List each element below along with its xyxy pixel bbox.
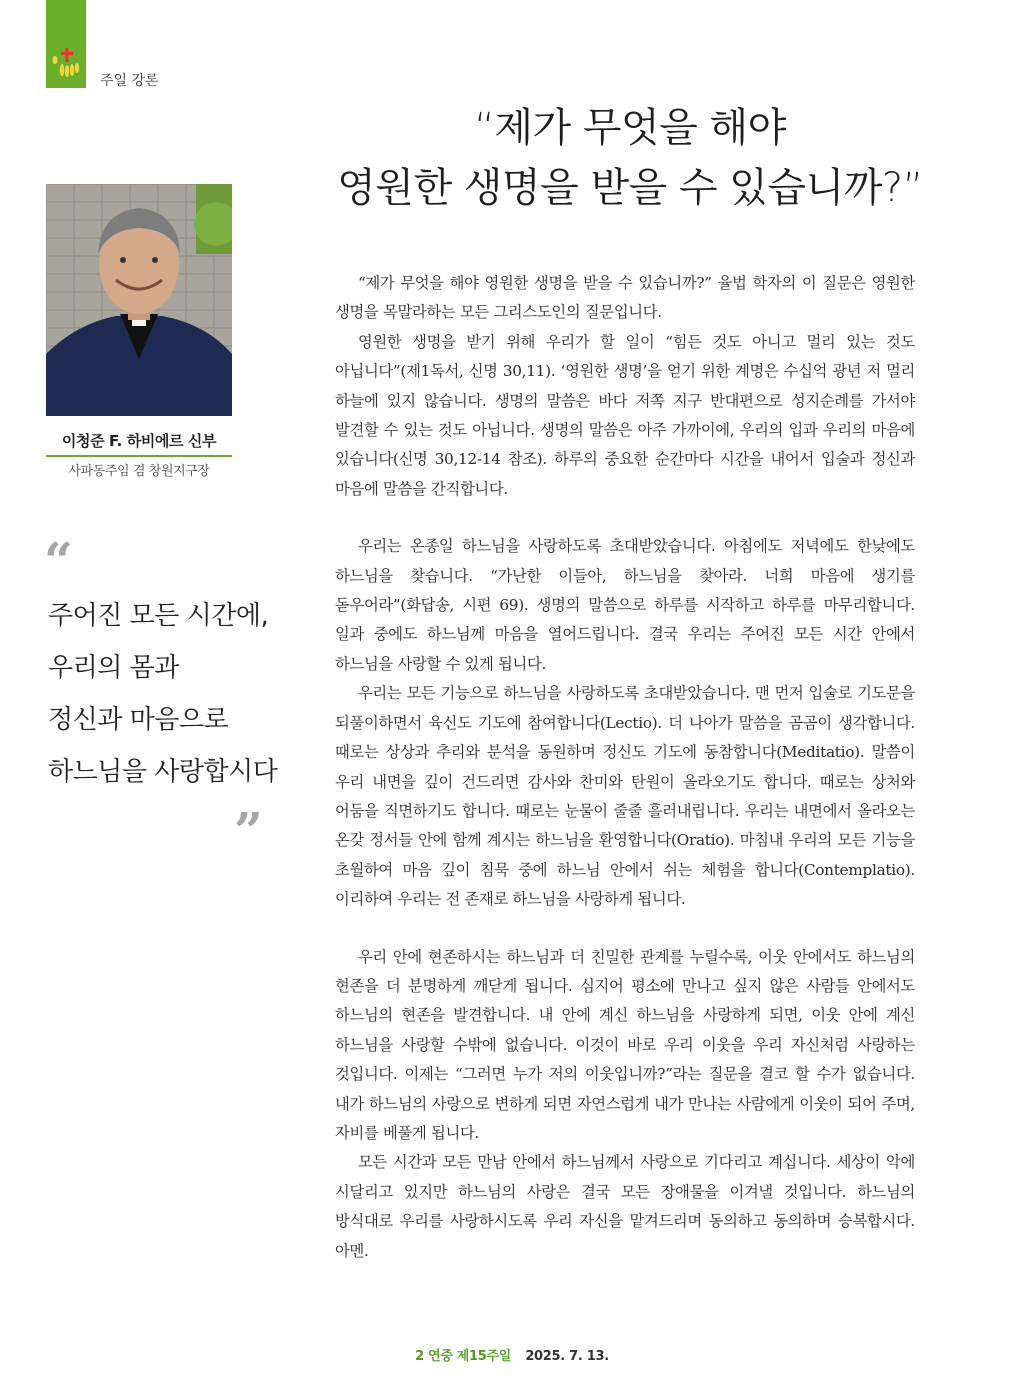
quote-close-mark: ” <box>234 801 263 860</box>
quote-open-mark: “ <box>44 531 73 590</box>
author-portrait-image <box>46 184 232 416</box>
liturgical-day: 연중 제15주일 <box>428 1349 512 1364</box>
article-paragraph: 우리 안에 현존하시는 하느님과 더 친밀한 관계를 누릴수록, 이웃 안에서도 하느님의 현존을 더 분명하게 깨닫게 됩니다. 심지어 평소에 만나고 싶지 않은 사람들 안에서도 하느님의 현존을 발견합니다. 내 안에 계신 하느님을 사랑하게 되면, 이웃 안에 계신 하느님을 사랑할 수밖에 없습니다. 이것이 바로 우리 이웃을 우리 자신처럼 사랑하는 것입니다. 이제는 “그러면 누가 저의 이웃입니까?”라는 질문을 결코 할 수가 없습니다. 내가 하느님의 사랑으로 변하게 되면 자연스럽게 내가 만나는 사람에게 이웃이 되어 주며, 자비를 베풀게 됩니다. <box>335 947 915 1142</box>
issue-date: 2025. 7. 13. <box>525 1349 609 1364</box>
candles-cross-icon <box>50 46 84 82</box>
author-name: 이청준 F. 하비에르 신부 <box>61 432 217 450</box>
author-photo <box>46 184 232 416</box>
title-line-1: “제가 무엇을 해야 <box>474 105 786 151</box>
pull-quote-line: 하느님을 사랑합시다 <box>48 757 278 787</box>
author-divider <box>46 455 232 457</box>
title-line-2: 영원한 생명을 받을 수 있습니까?” <box>337 165 923 211</box>
article-paragraph: “제가 무엇을 해야 영원한 생명을 받을 수 있습니까?” 율법 학자의 이 질문은 영원한 생명을 목말라하는 모든 그리스도인의 질문입니다. <box>335 274 915 322</box>
page-footer <box>0 1345 1024 1364</box>
pull-quote-line: 정신과 마음으로 <box>48 705 229 735</box>
article-paragraph: 우리는 모든 기능으로 하느님을 사랑하도록 초대받았습니다. 맨 먼저 입술로 기도문을 되풀이하면서 육신도 기도에 참여합니다(Lectio). 더 나아가 말씀을 곰곰이 생각합니다. 때로는 상상과 추리와 분석을 동원하며 정신도 기도에 동참합니다(Meditatio). 말씀이 우리 내면을 깊이 건드리면 감사와 찬미와 탄원이 올라오기도 합니다. 때로는 상처와 어둠을 직면하기도 합니다. 때로는 눈물이 줄줄 흘러내립니다. 우리는 내면에서 올라오는 온갖 정서들 안에 함께 계시는 하느님을 환영합니다(Oratio). 마침내 우리의 모든 기능을 초월하여 마음 깊이 침묵 중에 하느님 안에서 쉬는 체험을 합니다(Contemplatio). 이리하여 우리는 전 존재로 하느님을 사랑하게 됩니다. <box>335 684 915 909</box>
article-paragraph: 우리는 온종일 하느님을 사랑하도록 초대받았습니다. 아침에도 저녁에도 한낮에도 하느님을 찾습니다. “가난한 이들아, 하느님을 찾아라. 너희 마음에 생기를 돋우어라”(화답송, 시편 69). 생명의 말씀으로 하루를 시작하고 하루를 마무리합니다. 일과 중에도 하느님께 마음을 열어드립니다. 결국 우리는 주어진 모든 시간 안에서 하느님을 사랑할 수 있게 됩니다. <box>335 537 915 673</box>
pull-quote-line: 주어진 모든 시간에, <box>48 601 269 631</box>
section-label: 주일 강론 <box>100 73 159 89</box>
author-role: 사파동주임 겸 창원지구장 <box>68 464 210 479</box>
page-number: 2 <box>415 1349 424 1364</box>
pull-quote <box>48 590 288 798</box>
article-title <box>300 98 960 218</box>
article-paragraph: 영원한 생명을 받기 위해 우리가 할 일이 “힘든 것도 아니고 멀리 있는 것도 아닙니다”(제1독서, 신명 30,11). ‘영원한 생명’을 얻기 위한 계명은 수십억 광년 저 멀리 하늘에 있지 않습니다. 생명의 말씀은 바다 저쪽 지구 반대편으로 성지순례를 가서야 발견할 수 있는 것도 아닙니다. 생명의 말씀은 아주 가까이에, 우리의 입과 우리의 마음에 있습니다(신명 30,12-14 참조). 하루의 중요한 순간마다 시간을 내어서 입술과 정신과 마음에 말씀을 간직합니다. <box>335 332 915 498</box>
pull-quote-line: 우리의 몸과 <box>48 653 179 683</box>
article-body <box>335 269 915 1266</box>
article-paragraph: 모든 시간과 모든 만남 안에서 하느님께서 사랑으로 기다리고 계십니다. 세상이 악에 시달리고 있지만 하느님의 사랑은 결국 모든 장애물을 이겨낼 것입니다. 하느님의 방식대로 우리를 사랑하시도록 우리 자신을 맡겨드리며 동의하고 동의하며 승복합시다. 아멘. <box>335 1153 915 1260</box>
